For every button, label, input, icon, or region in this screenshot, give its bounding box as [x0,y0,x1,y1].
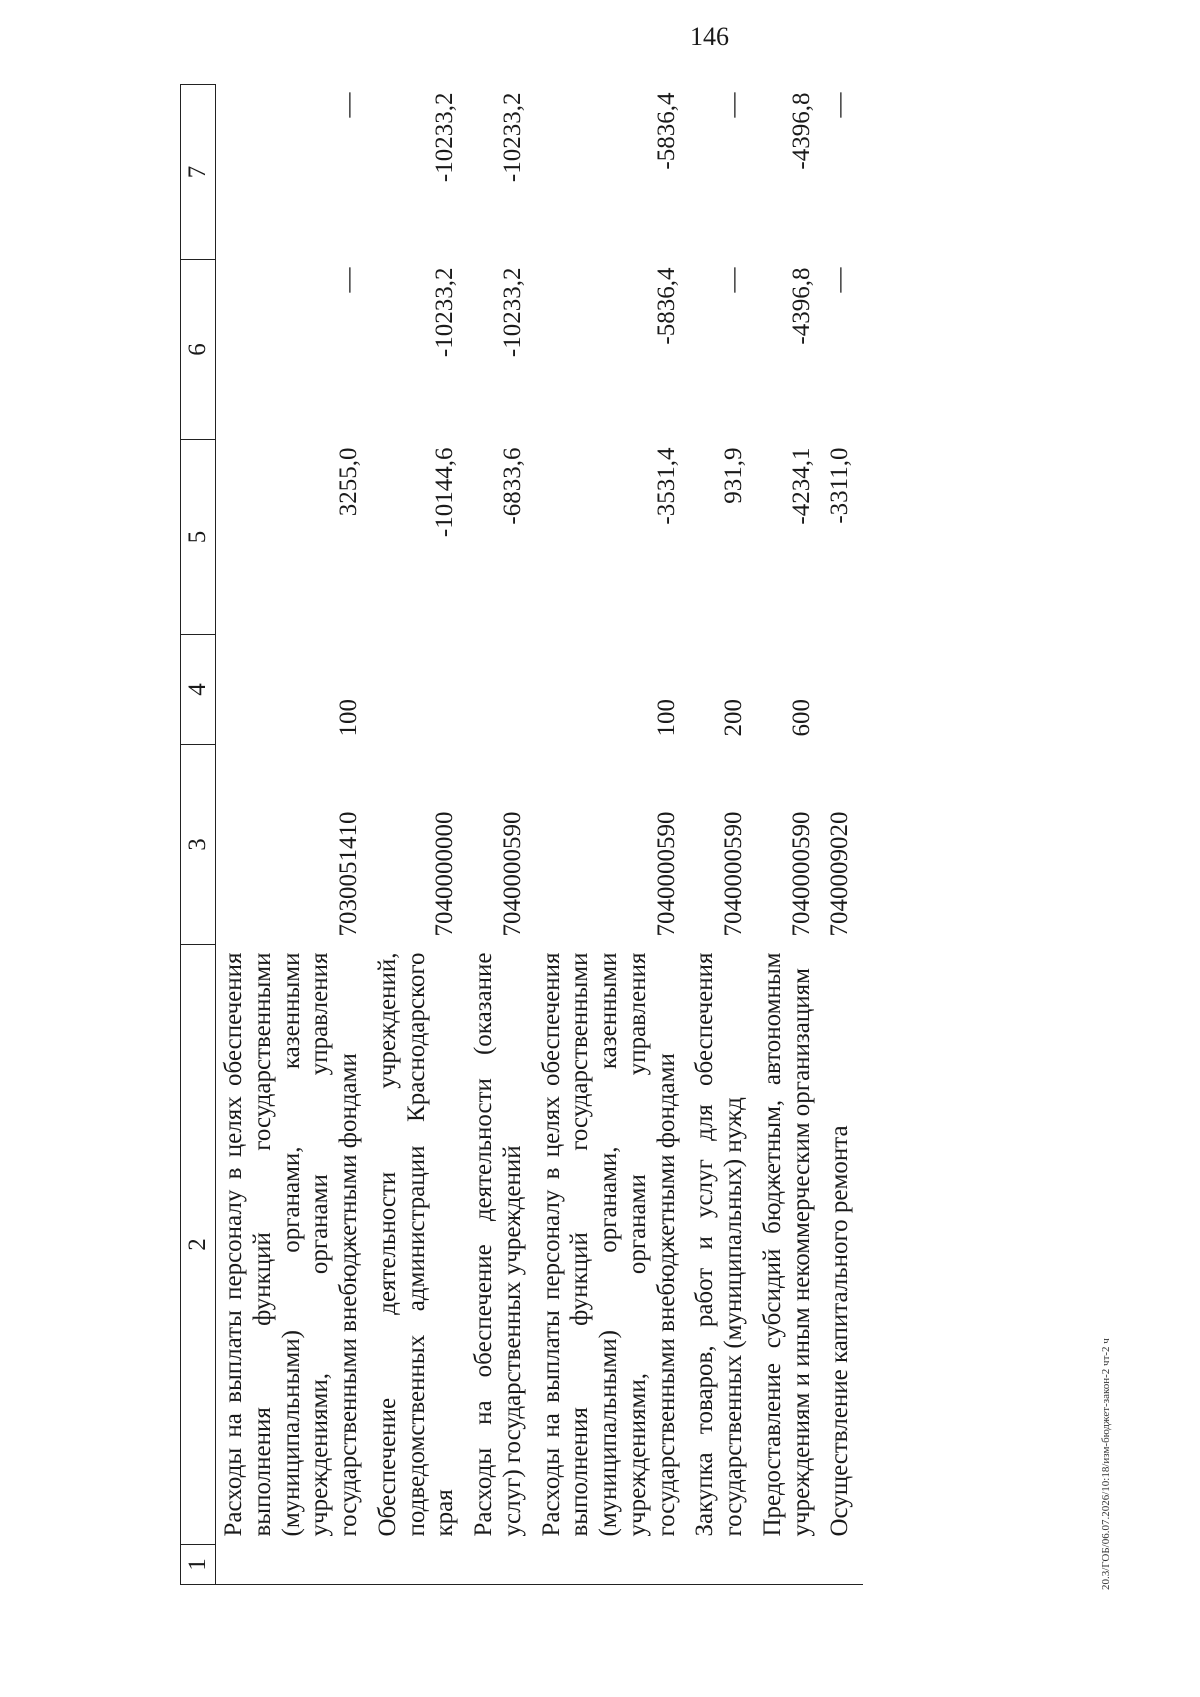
cell-col6: — [826,267,854,293]
cell-col7: -10233,2 [498,92,526,183]
table-row [468,85,536,1585]
cell-col7: -10233,2 [431,92,459,183]
table-body [216,85,864,1585]
cell-description: Осуществление капитального ремонта [826,1125,854,1537]
table-row [689,85,757,1585]
cell-col5: -6833,6 [498,447,526,525]
cell-col6: -10233,2 [498,267,526,358]
cell-col5: 3255,0 [335,447,362,517]
header-col-2: 2 [181,945,216,1545]
header-col-3: 3 [181,745,216,945]
cell-col5: -4234,1 [787,447,815,525]
header-col-4: 4 [181,635,216,745]
cell-expense-type: 100 [652,699,680,737]
header-col-5: 5 [181,440,216,635]
cell-col6: — [335,267,362,293]
header-col-1: 1 [181,1545,216,1585]
cell-col6: — [720,267,747,293]
table-row [372,85,468,1585]
cell-col5: -10144,6 [431,447,459,538]
cell-target-article: 7040000590 [498,811,526,937]
cell-expense-type: 200 [720,699,747,737]
cell-description: Закупка товаров, работ и услуг для обеспечения государственных (муниципальных) нужд [691,952,747,1537]
cell-col7: — [335,92,362,118]
cell-description: Расходы на выплаты персоналу в целях обеспечения выполнения функций государственными (муниципальными) органами, казенными учреждениями, органами управления государственными внебюджетными фондами [220,952,362,1537]
header-row [181,85,216,1585]
budget-table [180,84,863,1585]
table-row [536,85,690,1585]
cell-col1 [757,1545,825,1585]
cell-target-article: 7040000590 [720,811,747,937]
cell-col7: — [720,92,747,118]
cell-col5: 931,9 [720,447,747,504]
rotated-table-container [180,85,1080,1585]
cell-description: Обеспечение деятельности учреждений, подведомственных администрации Краснодарского края [373,952,459,1537]
cell-expense-type [372,635,468,745]
cell-col1 [536,1545,690,1585]
cell-expense-type: 600 [787,699,815,737]
header-col-6: 6 [181,260,216,440]
cell-col7: — [826,92,854,118]
cell-expense-type: 100 [335,699,362,737]
page-number: 146 [690,22,729,51]
cell-col1 [824,1545,863,1585]
cell-col7: -5836,4 [652,92,680,170]
cell-description: Расходы на обеспечение деятельности (оказание услуг) государственных учреждений [470,952,526,1537]
cell-col6: -10233,2 [431,267,459,358]
table-header [181,85,216,1585]
cell-description: Расходы на выплаты персоналу в целях обеспечения выполнения функций государственными (муниципальными) органами, казенными учреждениями, органами управления государственными внебюджетными фондами [537,952,680,1537]
cell-col6: -5836,4 [652,267,680,345]
header-col-7: 7 [181,85,216,260]
cell-expense-type [468,635,536,745]
document-reference: 20.3/ГОБ/06.07.2026/10:18/изм-бюджет-закон-2 чт-2 ч [1100,1338,1112,1590]
cell-expense-type [824,635,863,745]
cell-target-article: 7030051410 [335,811,362,937]
cell-col1 [372,1545,468,1585]
cell-col7: -4396,8 [787,92,815,170]
table-row [824,85,863,1585]
cell-col1 [468,1545,536,1585]
cell-col1 [689,1545,757,1585]
cell-target-article: 7040000590 [787,811,815,937]
table-row [757,85,825,1585]
cell-col6: -4396,8 [787,267,815,345]
cell-col5: -3311,0 [826,447,854,524]
cell-target-article: 7040000000 [431,811,459,937]
cell-description: Предоставление субсидий бюджетным, автономным учреждениям и иным некоммерческим организациям [758,952,815,1537]
cell-target-article: 7040000590 [652,811,680,937]
cell-col1 [216,1545,372,1585]
table-row [216,85,372,1585]
cell-target-article: 7040009020 [826,811,854,937]
cell-col5: -3531,4 [652,447,680,525]
